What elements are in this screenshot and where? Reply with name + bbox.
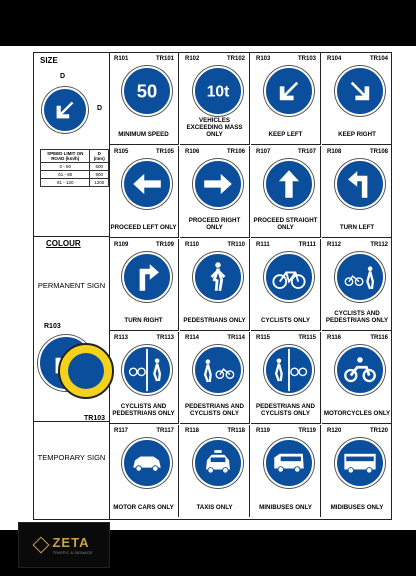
sign-label: CYCLISTS AND PEDESTRIANS ONLY — [112, 403, 175, 417]
size-example-sign — [42, 87, 88, 133]
sign-disc — [335, 159, 385, 209]
keep-left-arrow-icon — [44, 89, 86, 131]
speed-header: SPEED LIMIT ON ROAD (km/h) — [41, 150, 90, 163]
pedestrian-icon — [195, 254, 241, 300]
sign-label: MOTORCYCLES ONLY — [323, 410, 391, 417]
sign-disc — [264, 159, 314, 209]
sign-label: PROCEED LEFT ONLY — [110, 224, 177, 231]
sign-label: PEDESTRIANS AND CYCLISTS ONLY — [185, 403, 244, 417]
temporary-sign-code: TR120 — [369, 428, 388, 434]
split-bicycle-pedestrian-icon — [124, 347, 170, 393]
temporary-sign-code: TR111 — [298, 242, 316, 248]
logo-mark-icon — [33, 537, 50, 554]
temporary-sign-code: TR116 — [370, 335, 388, 341]
sign-code: R119 — [256, 428, 271, 434]
sign-label: PEDESTRIANS AND CYCLISTS ONLY — [256, 403, 315, 417]
sign-cell — [109, 425, 179, 517]
left-arrow-icon — [124, 161, 170, 207]
keep-left-arrow-icon — [266, 68, 312, 114]
colour-heading: COLOUR — [46, 239, 81, 248]
temporary-sign-code: TR107 — [297, 149, 316, 155]
sign-cell — [251, 146, 321, 238]
sign-code: R109 — [114, 242, 129, 248]
right-arrow-icon — [195, 161, 241, 207]
turn-left-arrow-icon — [337, 161, 383, 207]
bicycle-pedestrian-icon — [337, 254, 383, 300]
sign-code: R120 — [327, 428, 342, 434]
sign-code: R111 — [256, 242, 270, 248]
table-cell: 81 - 120 — [41, 179, 90, 187]
sign-disc — [335, 345, 385, 395]
temporary-sign-code: TR102 — [226, 56, 245, 62]
sign-cell — [180, 425, 250, 517]
sign-disc — [122, 252, 172, 302]
temporary-sign-code: TR115 — [298, 335, 316, 341]
left-column — [34, 53, 110, 519]
tr103-code: TR103 — [84, 415, 106, 422]
keep-right-arrow-icon — [337, 68, 383, 114]
sign-cell — [180, 146, 250, 238]
sign-disc — [335, 252, 385, 302]
sign-label: CYCLISTS AND PEDESTRIANS ONLY — [325, 310, 389, 324]
temporary-sign-code: TR103 — [297, 56, 316, 62]
temporary-sign-label: TEMPORARY SIGN — [37, 453, 106, 462]
sign-cell — [180, 239, 250, 331]
svg-text:50: 50 — [136, 80, 158, 102]
sign-cell — [322, 425, 392, 517]
sign-label: MOTOR CARS ONLY — [113, 504, 174, 511]
temporary-sign-code: TR118 — [227, 428, 245, 434]
sign-cell — [251, 332, 321, 424]
midibus-icon — [337, 440, 383, 486]
sign-disc — [193, 159, 243, 209]
table-cell: 0 - 60 — [41, 163, 90, 171]
sign-disc — [335, 66, 385, 116]
brand-tagline: TRAFFIC & SIGNAGE — [52, 550, 93, 555]
sign-disc — [193, 438, 243, 488]
sign-cell — [251, 53, 321, 145]
sign-label: TURN RIGHT — [124, 317, 163, 324]
sign-code: R103 — [256, 56, 271, 62]
sign-code: R104 — [327, 56, 342, 62]
temporary-sign-code: TR105 — [155, 149, 174, 155]
sign-disc — [264, 252, 314, 302]
sign-cell — [180, 53, 250, 145]
top-bar — [0, 0, 416, 46]
pedestrian-bicycle-icon — [195, 347, 241, 393]
motorcycle-icon — [337, 347, 383, 393]
up-arrow-icon — [266, 161, 312, 207]
temporary-sign-code: TR119 — [298, 428, 316, 434]
sign-cell — [109, 239, 179, 331]
sign-disc — [193, 66, 243, 116]
minibus-icon — [266, 440, 312, 486]
sign-label: PEDESTRIANS ONLY — [183, 317, 246, 324]
sign-label: PROCEED STRAIGHT ONLY — [253, 217, 318, 231]
sign-cell — [322, 239, 392, 331]
sign-label: PROCEED RIGHT ONLY — [188, 217, 241, 231]
bicycle-icon — [266, 254, 312, 300]
size-heading: SIZE — [40, 56, 58, 65]
temporary-sign-code: TR112 — [370, 242, 388, 248]
sign-code: R108 — [327, 149, 342, 155]
sign-disc — [264, 66, 314, 116]
sign-disc — [122, 66, 172, 116]
d-header: D (mm) — [90, 150, 109, 163]
temporary-sign-code: TR108 — [369, 149, 388, 155]
brand-name: ZETA — [52, 535, 90, 550]
temporary-sign-example — [58, 343, 114, 399]
sign-label: MINIBUSES ONLY — [259, 504, 312, 511]
table-cell: 900 — [90, 171, 109, 179]
sign-code: R112 — [327, 242, 342, 248]
split-pedestrian-bicycle-icon — [266, 347, 312, 393]
table-cell: 61 - 80 — [41, 171, 90, 179]
sign-code: R116 — [327, 335, 342, 341]
sign-code: R118 — [185, 428, 200, 434]
sign-cell — [251, 239, 321, 331]
dimension-label-vertical: D — [97, 105, 103, 112]
sign-disc — [193, 252, 243, 302]
sign-disc — [122, 438, 172, 488]
sign-label: TAXIS ONLY — [196, 504, 233, 511]
sign-code: R113 — [114, 335, 129, 341]
sign-label: VEHICLES EXCEEDING MASS ONLY — [186, 117, 243, 138]
speed-table — [40, 149, 109, 187]
sign-code: R101 — [114, 56, 129, 62]
turn-right-arrow-icon — [124, 254, 170, 300]
car-icon — [124, 440, 170, 486]
sign-code: R114 — [185, 335, 200, 341]
r103-code: R103 — [44, 323, 61, 330]
sign-disc — [264, 345, 314, 395]
dimension-label: D — [60, 73, 66, 80]
mass-10t-icon — [195, 68, 241, 114]
sign-disc — [122, 345, 172, 395]
sign-cell — [109, 53, 179, 145]
svg-text:10t: 10t — [206, 83, 230, 101]
sign-code: R110 — [185, 242, 200, 248]
sign-code: R115 — [256, 335, 271, 341]
temporary-sign-code: TR109 — [155, 242, 174, 248]
permanent-sign-label: PERMANENT SIGN — [37, 281, 106, 290]
sign-label: KEEP RIGHT — [338, 131, 376, 138]
sign-cell — [322, 332, 392, 424]
sign-cell — [109, 332, 179, 424]
sign-label: KEEP LEFT — [268, 131, 303, 138]
table-cell: 1200 — [90, 179, 109, 187]
temporary-sign-code: TR113 — [156, 335, 174, 341]
taxi-icon — [195, 440, 241, 486]
brand-logo — [18, 522, 110, 568]
table-cell: 600 — [90, 163, 109, 171]
sign-label: TURN LEFT — [339, 224, 375, 231]
temporary-sign-code: TR114 — [227, 335, 245, 341]
temporary-sign-code: TR101 — [155, 56, 174, 62]
sign-code: R105 — [114, 149, 129, 155]
sign-disc — [122, 159, 172, 209]
sign-cell — [322, 53, 392, 145]
temporary-sign-code: TR106 — [226, 149, 245, 155]
sign-label: MIDIBUSES ONLY — [330, 504, 384, 511]
sign-code: R106 — [185, 149, 200, 155]
sign-code: R117 — [114, 428, 129, 434]
temporary-sign-code: TR104 — [369, 56, 388, 62]
sign-code: R102 — [185, 56, 200, 62]
temporary-sign-code: TR110 — [227, 242, 245, 248]
sign-label: MINIMUM SPEED — [118, 131, 169, 138]
sign-disc — [264, 438, 314, 488]
sign-cell — [109, 146, 179, 238]
sign-disc — [335, 438, 385, 488]
sign-disc — [193, 345, 243, 395]
sign-cell — [251, 425, 321, 517]
speed-50-icon — [124, 68, 170, 114]
sign-cell — [322, 146, 392, 238]
sign-cell — [180, 332, 250, 424]
sign-sheet — [33, 52, 392, 520]
sign-label: CYCLISTS ONLY — [261, 317, 310, 324]
temporary-sign-code: TR117 — [156, 428, 174, 434]
sign-code: R107 — [256, 149, 271, 155]
